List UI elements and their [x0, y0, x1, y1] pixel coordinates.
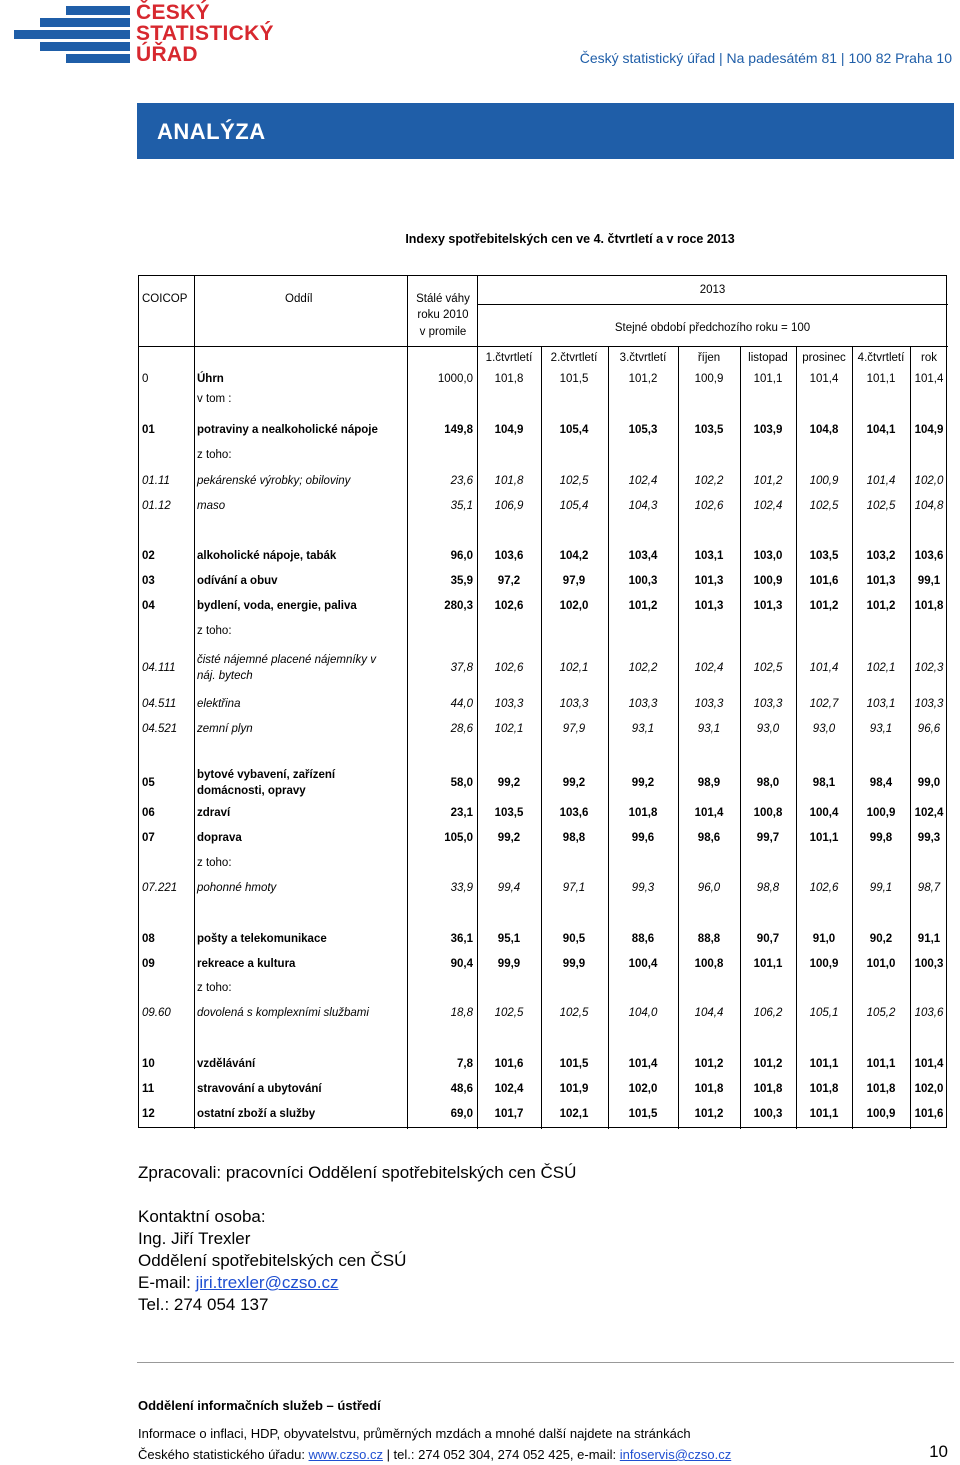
row-name: maso	[197, 500, 226, 512]
footer-contacts: | tel.: 274 052 304, 274 052 425, e-mail:	[382, 1447, 620, 1462]
row-value: 101,1	[809, 1058, 839, 1070]
row-value: 96,6	[917, 723, 941, 735]
period-header: prosinec	[802, 352, 846, 364]
period-header: 4.čtvrtletí	[857, 352, 905, 364]
row-value: 104,1	[866, 424, 896, 436]
row-value: 99,2	[631, 777, 655, 789]
row-value: 104,9	[494, 424, 524, 436]
row-value: 101,4	[866, 475, 896, 487]
row-value: 102,5	[753, 662, 783, 674]
header-divider	[139, 346, 948, 347]
row-value: 100,9	[809, 958, 839, 970]
row-weight: 149,8	[444, 424, 473, 436]
row-value: 99,2	[497, 777, 521, 789]
row-value: 102,1	[494, 723, 524, 735]
row-value: 101,1	[866, 1058, 896, 1070]
row-name: domácnosti, opravy	[197, 785, 306, 797]
row-value: 103,9	[753, 424, 783, 436]
row-value: 98,7	[917, 882, 941, 894]
row-value: 99,7	[756, 832, 780, 844]
row-value: 102,1	[559, 1108, 589, 1120]
row-name: odívání a obuv	[197, 575, 278, 587]
row-value: 98,8	[756, 882, 780, 894]
row-code: 06	[142, 807, 155, 819]
footer-office: Oddělení informačních služeb – ústředí	[138, 1398, 381, 1413]
contact-email-line	[138, 1272, 339, 1294]
row-weight: 23,6	[450, 475, 473, 487]
row-value: 101,4	[809, 662, 839, 674]
row-code: 0	[142, 373, 149, 385]
row-weight: 37,8	[450, 662, 473, 674]
row-value: 103,1	[694, 550, 724, 562]
row-weight: 33,9	[450, 882, 473, 894]
row-weight: 1000,0	[437, 373, 473, 385]
page-number: 10	[929, 1442, 948, 1461]
row-value: 104,0	[628, 1007, 658, 1019]
row-value: 93,1	[869, 723, 893, 735]
column-divider	[194, 276, 195, 1129]
row-code: 09	[142, 958, 155, 970]
email-label: E-mail:	[138, 1273, 196, 1292]
row-value: 101,8	[628, 807, 658, 819]
row-value: 98,6	[697, 832, 721, 844]
row-value: 102,4	[914, 807, 944, 819]
row-value: 101,6	[809, 575, 839, 587]
row-value: 103,6	[559, 807, 589, 819]
row-name: ostatní zboží a služby	[197, 1108, 316, 1120]
footer-line-1: Informace o inflaci, HDP, obyvatelstvu, průměrných mzdách a mnohé další najdete na stránkách	[138, 1426, 691, 1441]
z-toho-label: z toho:	[197, 449, 232, 461]
row-value: 101,8	[753, 1083, 783, 1095]
row-name: čisté nájemné placené nájemníky v	[197, 654, 376, 666]
row-value: 103,3	[559, 698, 589, 710]
row-value: 101,2	[866, 600, 896, 612]
row-value: 101,5	[628, 1108, 658, 1120]
period-header: 3.čtvrtletí	[619, 352, 667, 364]
row-code: 07	[142, 832, 155, 844]
row-weight: 23,1	[450, 807, 473, 819]
row-code: 08	[142, 933, 155, 945]
logo-line-1: ČESKÝ	[136, 1, 210, 24]
row-value: 101,8	[494, 373, 524, 385]
row-value: 97,1	[562, 882, 586, 894]
row-value: 98,9	[697, 777, 721, 789]
row-value: 104,8	[914, 500, 944, 512]
row-value: 101,1	[866, 373, 896, 385]
z-toho-label: z toho:	[197, 982, 232, 994]
row-name: zdraví	[197, 807, 231, 819]
row-value: 103,3	[494, 698, 524, 710]
row-value: 102,5	[809, 500, 839, 512]
logo-line-2: STATISTICKÝ	[136, 22, 274, 45]
row-value: 101,6	[914, 1108, 944, 1120]
row-value: 102,5	[866, 500, 896, 512]
row-code: 02	[142, 550, 155, 562]
row-name: stravování a ubytování	[197, 1083, 322, 1095]
row-value: 99,3	[917, 832, 941, 844]
row-value: 102,4	[494, 1083, 524, 1095]
row-value: 105,3	[628, 424, 658, 436]
row-value: 101,1	[753, 373, 783, 385]
row-value: 101,0	[866, 958, 896, 970]
row-weight: 44,0	[450, 698, 473, 710]
row-value: 102,0	[914, 1083, 944, 1095]
header-weights-2: roku 2010	[417, 309, 469, 321]
row-value: 105,2	[866, 1007, 896, 1019]
row-code: 11	[142, 1083, 155, 1095]
row-value: 100,4	[628, 958, 658, 970]
row-value: 97,9	[562, 575, 586, 587]
row-value: 98,1	[812, 777, 836, 789]
period-header: 2.čtvrtletí	[550, 352, 598, 364]
footer-email-link[interactable]: infoservis@czso.cz	[619, 1447, 732, 1462]
row-code: 04	[142, 600, 155, 612]
row-value: 104,9	[914, 424, 944, 436]
row-value: 103,3	[753, 698, 783, 710]
row-value: 101,8	[866, 1083, 896, 1095]
contact-name: Ing. Jiří Trexler	[138, 1229, 251, 1248]
row-value: 99,4	[497, 882, 521, 894]
row-value: 101,4	[628, 1058, 658, 1070]
row-weight: 36,1	[450, 933, 473, 945]
row-value: 99,8	[869, 832, 893, 844]
row-weight: 58,0	[450, 777, 473, 789]
row-name: potraviny a nealkoholické nápoje	[197, 424, 378, 436]
row-value: 101,8	[809, 1083, 839, 1095]
row-weight: 7,8	[457, 1058, 473, 1070]
row-value: 103,5	[494, 807, 524, 819]
row-value: 100,9	[753, 575, 783, 587]
row-value: 104,4	[694, 1007, 724, 1019]
row-value: 91,1	[917, 933, 941, 945]
row-value: 105,4	[559, 500, 589, 512]
row-value: 105,1	[809, 1007, 839, 1019]
v-tom-label: v tom :	[197, 393, 232, 405]
row-value: 104,3	[628, 500, 658, 512]
row-value: 106,9	[494, 500, 524, 512]
row-value: 99,1	[869, 882, 893, 894]
row-value: 99,2	[562, 777, 586, 789]
row-value: 103,6	[494, 550, 524, 562]
row-value: 101,9	[559, 1083, 589, 1095]
row-code: 12	[142, 1108, 155, 1120]
document-title: Indexy spotřebitelských cen ve 4. čtvrtletí a v roce 2013	[405, 232, 735, 246]
period-header: listopad	[748, 352, 788, 364]
row-code: 01	[142, 424, 155, 436]
logo-wordmark	[136, 2, 274, 65]
row-value: 101,2	[694, 1058, 724, 1070]
row-value: 93,1	[697, 723, 721, 735]
row-name: dovolená s komplexními službami	[197, 1007, 369, 1019]
row-value: 103,3	[914, 698, 944, 710]
row-code: 04.521	[142, 723, 178, 735]
row-value: 97,2	[497, 575, 521, 587]
row-value: 102,5	[559, 1007, 589, 1019]
row-weight: 35,9	[450, 575, 473, 587]
row-value: 101,8	[694, 1083, 724, 1095]
logo-line-3: ÚŘAD	[136, 43, 198, 66]
row-value: 101,3	[866, 575, 896, 587]
row-value: 90,5	[562, 933, 586, 945]
row-value: 101,1	[753, 958, 783, 970]
row-value: 102,0	[628, 1083, 658, 1095]
row-name: bydlení, voda, energie, paliva	[197, 600, 357, 612]
contact-dept: Oddělení spotřebitelských cen ČSÚ	[138, 1251, 407, 1270]
header-year: 2013	[699, 284, 726, 296]
z-toho-label: z toho:	[197, 857, 232, 869]
row-value: 102,5	[494, 1007, 524, 1019]
row-value: 102,4	[628, 475, 658, 487]
row-value: 97,9	[562, 723, 586, 735]
column-divider	[407, 276, 408, 1129]
row-value: 101,7	[494, 1108, 524, 1120]
row-value: 101,2	[753, 475, 783, 487]
row-value: 103,3	[694, 698, 724, 710]
row-weight: 90,4	[450, 958, 473, 970]
row-value: 101,5	[559, 1058, 589, 1070]
row-code: 07.221	[142, 882, 178, 894]
row-value: 100,3	[753, 1108, 783, 1120]
row-value: 103,5	[694, 424, 724, 436]
row-name: bytové vybavení, zařízení	[197, 769, 336, 781]
row-value: 104,2	[559, 550, 589, 562]
row-value: 102,6	[694, 500, 724, 512]
row-name: Úhrn	[197, 373, 224, 385]
row-value: 102,6	[809, 882, 839, 894]
row-weight: 96,0	[450, 550, 473, 562]
row-value: 98,0	[756, 777, 780, 789]
row-value: 102,2	[694, 475, 724, 487]
row-value: 103,3	[628, 698, 658, 710]
row-weight: 35,1	[450, 500, 473, 512]
row-value: 101,1	[809, 1108, 839, 1120]
row-value: 100,9	[866, 807, 896, 819]
row-weight: 280,3	[444, 600, 473, 612]
row-value: 99,6	[631, 832, 655, 844]
header-address: Český statistický úřad | Na padesátém 81 | 100 82 Praha 10	[579, 50, 952, 66]
row-value: 102,2	[628, 662, 658, 674]
row-value: 100,8	[753, 807, 783, 819]
column-divider	[608, 346, 609, 1129]
row-code: 03	[142, 575, 155, 587]
row-value: 101,2	[809, 600, 839, 612]
period-header: 1.čtvrtletí	[485, 352, 533, 364]
row-weight: 28,6	[450, 723, 473, 735]
row-value: 101,2	[694, 1108, 724, 1120]
row-code: 05	[142, 777, 155, 789]
banner-title: ANALÝZA	[157, 119, 266, 144]
row-code: 04.111	[142, 662, 176, 674]
row-value: 105,4	[559, 424, 589, 436]
row-name: elektřina	[197, 698, 241, 710]
footer-prefix: Českého statistického úřadu:	[138, 1447, 309, 1462]
row-value: 100,8	[694, 958, 724, 970]
header-coicop: COICOP	[142, 293, 188, 305]
row-value: 101,2	[628, 600, 658, 612]
row-value: 102,6	[494, 662, 524, 674]
row-code: 01.11	[142, 475, 170, 487]
row-value: 98,8	[562, 832, 586, 844]
row-weight: 18,8	[450, 1007, 473, 1019]
header-base: Stejné období předchozího roku = 100	[614, 322, 811, 334]
row-weight: 105,0	[444, 832, 473, 844]
row-code: 09.60	[142, 1007, 171, 1019]
row-value: 102,1	[866, 662, 896, 674]
header-weights-3: v promile	[419, 326, 467, 338]
row-value: 102,5	[559, 475, 589, 487]
row-value: 101,4	[914, 373, 944, 385]
row-value: 100,9	[866, 1108, 896, 1120]
row-value: 101,8	[494, 475, 524, 487]
column-divider	[541, 346, 542, 1129]
row-value: 101,1	[809, 832, 839, 844]
row-value: 93,0	[812, 723, 836, 735]
header-weights-1: Stálé váhy	[416, 293, 470, 305]
row-value: 99,9	[562, 958, 586, 970]
row-name: pekárenské výrobky; obiloviny	[197, 475, 351, 487]
footer-line-2	[138, 1447, 731, 1462]
row-value: 96,0	[697, 882, 721, 894]
contact-email-link[interactable]: jiri.trexler@czso.cz	[195, 1273, 339, 1292]
row-name: náj. bytech	[197, 670, 253, 682]
row-value: 103,0	[753, 550, 783, 562]
row-value: 100,4	[809, 807, 839, 819]
row-value: 104,8	[809, 424, 839, 436]
row-value: 101,3	[694, 575, 724, 587]
row-value: 88,6	[631, 933, 655, 945]
prepared-by: Zpracovali: pracovníci Oddělení spotřebitelských cen ČSÚ	[138, 1163, 577, 1182]
row-value: 93,1	[631, 723, 655, 735]
row-value: 103,1	[866, 698, 896, 710]
row-value: 101,2	[628, 373, 658, 385]
row-value: 102,4	[753, 500, 783, 512]
row-value: 101,8	[914, 600, 944, 612]
row-value: 102,0	[559, 600, 589, 612]
row-value: 102,0	[914, 475, 944, 487]
row-value: 101,4	[694, 807, 724, 819]
row-value: 102,3	[914, 662, 944, 674]
row-name: rekreace a kultura	[197, 958, 296, 970]
row-value: 99,9	[497, 958, 521, 970]
period-header: říjen	[697, 352, 721, 364]
row-value: 100,9	[809, 475, 839, 487]
row-value: 101,3	[753, 600, 783, 612]
row-value: 102,7	[809, 698, 839, 710]
row-name: doprava	[197, 832, 242, 844]
row-value: 99,0	[917, 777, 941, 789]
z-toho-label: z toho:	[197, 625, 232, 637]
row-value: 100,9	[694, 373, 724, 385]
year-divider	[477, 304, 948, 305]
row-value: 101,6	[494, 1058, 524, 1070]
row-value: 99,1	[917, 575, 941, 587]
row-name: pošty a telekomunikace	[197, 933, 327, 945]
row-value: 102,1	[559, 662, 589, 674]
row-name: alkoholické nápoje, tabák	[197, 550, 337, 562]
row-code: 04.511	[142, 698, 177, 710]
footer-divider	[137, 1362, 954, 1363]
contact-phone: Tel.: 274 054 137	[138, 1295, 269, 1314]
footer-website-link[interactable]: www.czso.cz	[308, 1447, 383, 1462]
row-value: 101,4	[809, 373, 839, 385]
row-value: 91,0	[812, 933, 836, 945]
row-value: 100,3	[628, 575, 658, 587]
row-name: zemní plyn	[197, 723, 253, 735]
row-weight: 69,0	[450, 1108, 473, 1120]
header-oddil: Oddíl	[285, 293, 313, 305]
row-value: 103,4	[628, 550, 658, 562]
row-value: 103,2	[866, 550, 896, 562]
banner	[137, 103, 954, 159]
row-value: 99,2	[497, 832, 521, 844]
row-value: 103,6	[914, 550, 944, 562]
row-code: 10	[142, 1058, 155, 1070]
row-value: 102,4	[694, 662, 724, 674]
row-value: 103,5	[809, 550, 839, 562]
row-name: pohonné hmoty	[197, 882, 277, 894]
row-value: 106,2	[753, 1007, 783, 1019]
row-value: 95,1	[497, 933, 521, 945]
price-index-table	[138, 275, 947, 1128]
row-weight: 48,6	[450, 1083, 473, 1095]
column-divider	[477, 276, 478, 1129]
contact-label: Kontaktní osoba:	[138, 1207, 266, 1226]
period-header: rok	[921, 352, 937, 364]
row-name: vzdělávání	[197, 1058, 256, 1070]
row-value: 101,2	[753, 1058, 783, 1070]
row-value: 101,5	[559, 373, 589, 385]
row-value: 102,6	[494, 600, 524, 612]
logo-stripes	[0, 6, 130, 64]
row-value: 99,3	[631, 882, 655, 894]
row-value: 103,6	[914, 1007, 944, 1019]
row-value: 98,4	[869, 777, 893, 789]
row-code: 01.12	[142, 500, 171, 512]
row-value: 90,7	[756, 933, 780, 945]
row-value: 101,3	[694, 600, 724, 612]
row-value: 101,4	[914, 1058, 944, 1070]
row-value: 93,0	[756, 723, 780, 735]
row-value: 100,3	[914, 958, 944, 970]
row-value: 88,8	[697, 933, 721, 945]
row-value: 90,2	[869, 933, 893, 945]
